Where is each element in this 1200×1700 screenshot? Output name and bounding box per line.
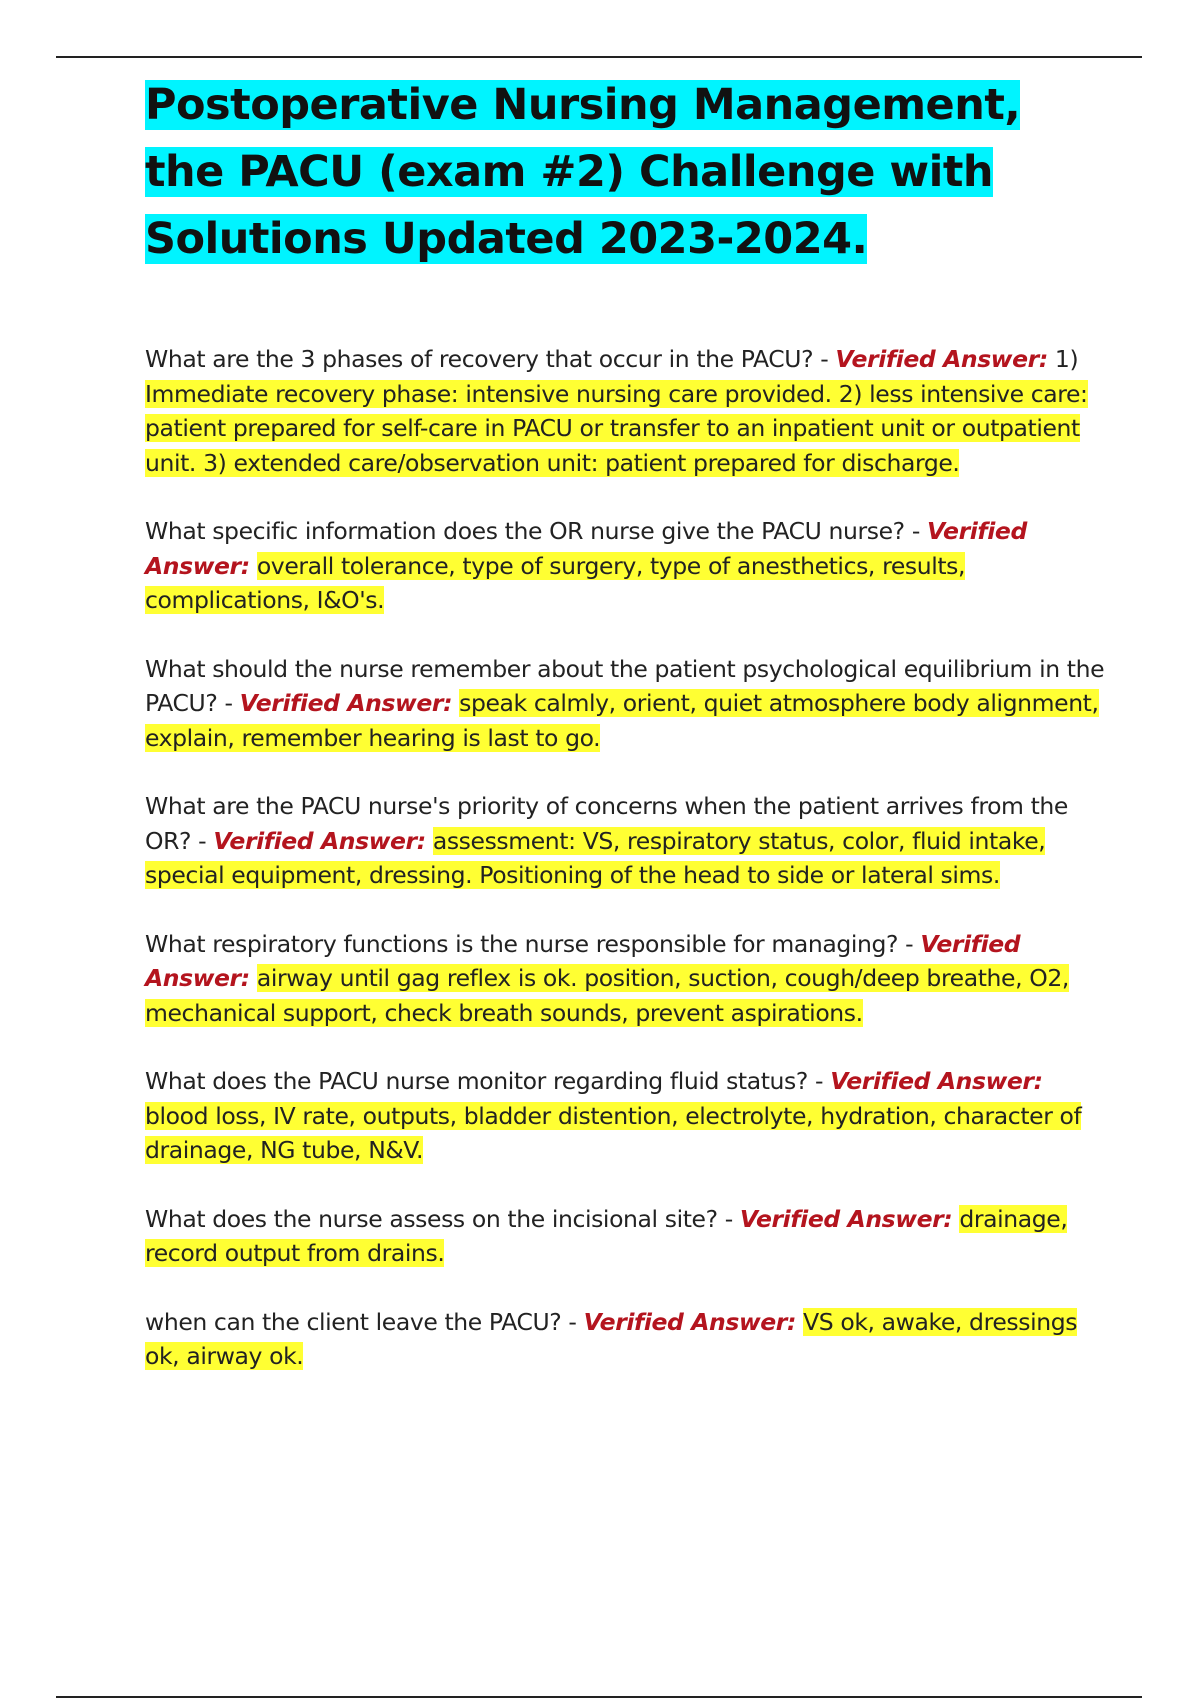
qa-item	[145, 1064, 1105, 1168]
verified-answer-label: Verified Answer:	[145, 929, 1021, 992]
question-text: What does the PACU nurse monitor regarding fluid status? -	[145, 1067, 831, 1095]
document-body	[145, 72, 1105, 1408]
title-highlight: Postoperative Nursing Management, the PACU (exam #2) Challenge with Solutions Updated 2023-2024.	[145, 80, 1021, 264]
question-text: What respiratory functions is the nurse responsible for managing? -	[145, 929, 921, 958]
qa-item	[145, 514, 1105, 618]
verified-answer-label: Verified Answer:	[213, 826, 426, 855]
verified-answer-label: Verified Answer:	[583, 1307, 796, 1336]
document-title	[145, 72, 1105, 273]
qa-item	[145, 652, 1105, 756]
question-text: What should the nurse remember about the patient psychological equilibrium in the PACU? -	[145, 654, 1105, 717]
answer-text: assessment: VS, respiratory status, color, fluid intake, special equipment, dressing. Positioning of the head to side or lateral sims.	[145, 826, 1046, 889]
qa-item	[145, 927, 1105, 1031]
qa-list	[145, 342, 1105, 1374]
question-text: What specific information does the OR nurse give the PACU nurse? -	[145, 517, 927, 545]
qa-item	[145, 342, 1105, 480]
answer-text: Immediate recovery phase: intensive nursing care provided. 2) less intensive care: patient prepared for self-care in PACU or transfer to an inpatient unit or outpatient unit. 3) extended care/observation unit: patient prepared for discharge.	[145, 379, 1088, 477]
qa-item	[145, 789, 1105, 893]
verified-answer-label: Verified Answer:	[145, 517, 1027, 580]
answer-text: drainage, record output from drains.	[145, 1204, 1068, 1267]
qa-item	[145, 1202, 1105, 1271]
answer-text: blood loss, IV rate, outputs, bladder distention, electrolyte, hydration, character of drainage, NG tube, N&V.	[145, 1101, 1082, 1164]
top-rule	[56, 56, 1142, 58]
answer-text: speak calmly, orient, quiet atmosphere body alignment, explain, remember hearing is last to go.	[145, 689, 1099, 752]
answer-lead: 1)	[1054, 345, 1079, 373]
bottom-rule	[56, 1696, 1142, 1698]
qa-item	[145, 1305, 1105, 1374]
verified-answer-label: Verified Answer:	[830, 1067, 1043, 1095]
answer-text: VS ok, awake, dressings ok, airway ok.	[145, 1307, 1078, 1370]
verified-answer-label: Verified Answer:	[739, 1204, 953, 1233]
verified-answer-label: Verified Answer:	[239, 689, 453, 717]
question-text: What does the nurse assess on the incisional site? -	[145, 1204, 740, 1233]
question-text: What are the 3 phases of recovery that occur in the PACU? -	[145, 345, 836, 373]
question-text: What are the PACU nurse's priority of concerns when the patient arrives from the OR? -	[145, 792, 1068, 855]
question-text: when can the client leave the PACU? -	[145, 1307, 584, 1336]
verified-answer-label: Verified Answer:	[835, 345, 1048, 373]
answer-text: airway until gag reflex is ok. position, suction, cough/deep breathe, O2, mechanical support, check breath sounds, prevent aspirations.	[145, 964, 1069, 1027]
answer-text: overall tolerance, type of surgery, type of anesthetics, results, complications, I&O's.	[145, 551, 966, 614]
